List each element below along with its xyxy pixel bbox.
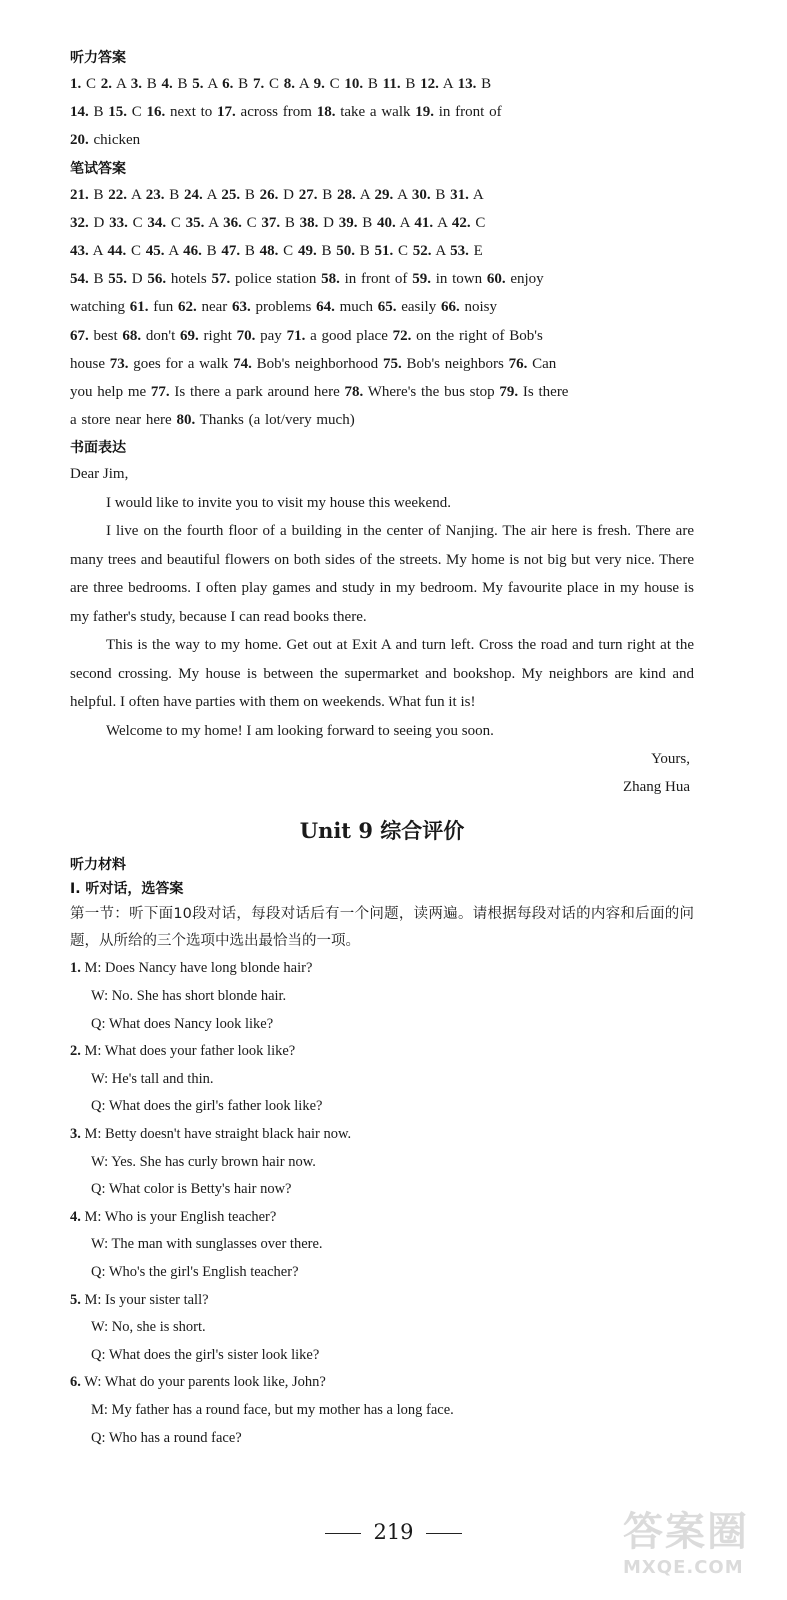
written-answers-line: 67. best 68. don't 69. right 70. pay 71. a good place 72. on the right of Bob's: [70, 327, 543, 344]
dialogue-line: Q: Who's the girl's English teacher?: [91, 1263, 299, 1280]
dialogue-number: 5.: [70, 1291, 81, 1308]
watermark-url: MXQE.COM: [623, 1557, 744, 1578]
page-content: [70, 44, 694, 1452]
watermark: [623, 1500, 773, 1592]
dialogue-line: M: My father has a round face, but my mother has a long face.: [91, 1401, 454, 1418]
dash-left: [325, 1533, 361, 1535]
dialogue-number: 3.: [70, 1126, 81, 1142]
letter-paragraph: This is the way to my home. Get out at Exit A and turn left. Cross the road and turn right at the second crossing. My house is between the supermarket and bookshop. My neighbors are kind and helpful. I often have parties with them on weekends. What fun it is!: [70, 637, 694, 711]
dialogue-number: 2.: [70, 1043, 81, 1060]
dialogue-line: W: The man with sunglasses over there.: [91, 1236, 323, 1253]
dialogue-line: W: Yes. She has curly brown hair now.: [91, 1153, 316, 1170]
dialogue-line: [70, 1121, 694, 1149]
dialogue-line: Q: What does the girl's sister look like?: [91, 1346, 320, 1363]
dialogue-line: [70, 955, 694, 983]
writing-heading: 书面表达: [70, 440, 126, 457]
written-answers-line: you help me 77. Is there a park around here 78. Where's the bus stop 79. Is there: [70, 384, 569, 401]
dialogue-line: [70, 1038, 694, 1066]
written-answers-line: 32. D 33. C 34. C 35. A 36. C 37. B 38. D 39. B 40. A 41. A 42. C: [70, 214, 486, 231]
dialogue-list: [70, 955, 694, 1452]
dialogue-line: Q: What does Nancy look like?: [91, 1015, 274, 1032]
written-answers-heading: 笔试答案: [70, 160, 126, 177]
instructions: 第一节：听下面10段对话，每段对话后有一个问题，读两遍。请根据每段对话的内容和后面的问题，从所给的三个选项中选出最恰当的一项。: [70, 906, 694, 950]
dialogue-line: W: No, she is short.: [91, 1319, 206, 1336]
listening-answers-line: 14. B 15. C 16. next to 17. across from 18. take a walk 19. in front of: [70, 104, 502, 121]
dialogue-number: 4.: [70, 1208, 81, 1225]
dialogue-line: Q: What does the girl's father look like?: [91, 1098, 323, 1115]
dialogue-line: [70, 1369, 694, 1397]
dialogue-text: M: Is your sister tall?: [84, 1291, 209, 1308]
letter-paragraph: I would like to invite you to visit my house this weekend.: [106, 494, 451, 511]
dialogue-text: M: Does Nancy have long blonde hair?: [84, 960, 313, 977]
letter-paragraph: Welcome to my home! I am looking forward to seeing you soon.: [106, 722, 494, 739]
letter-salutation: Dear Jim,: [70, 466, 129, 483]
dash-right: [426, 1533, 462, 1535]
dialogue-text: M: Betty doesn't have straight black hair now.: [84, 1126, 352, 1142]
written-answers-line: a store near here 80. Thanks (a lot/very much): [70, 412, 355, 429]
dialogue-line: [70, 1287, 694, 1315]
written-answers-line: 54. B 55. D 56. hotels 57. police station 58. in front of 59. in town 60. enjoy: [70, 271, 544, 288]
dialogue-number: 6.: [70, 1374, 81, 1391]
written-answers-line: 21. B 22. A 23. B 24. A 25. B 26. D 27. B 28. A 29. A 30. B 31. A: [70, 186, 484, 203]
dialogue-text: W: What do your parents look like, John?: [84, 1374, 326, 1391]
part1-heading: Ⅰ. 听对话，选答案: [70, 881, 184, 898]
dialogue-line: Q: What color is Betty's hair now?: [91, 1181, 292, 1198]
listening-answers-line: 1. C 2. A 3. B 4. B 5. A 6. B 7. C 8. A 9. C 10. B 11. B 12. A 13. B: [70, 76, 492, 92]
dialogue-number: 1.: [70, 960, 81, 977]
listening-materials-heading: 听力材料: [70, 857, 126, 874]
written-answers-line: 43. A 44. C 45. A 46. B 47. B 48. C 49. B 50. B 51. C 52. A 53. E: [70, 243, 483, 260]
listening-answers-heading: 听力答案: [70, 50, 126, 66]
letter-signature: Zhang Hua: [622, 779, 690, 796]
dialogue-text: M: Who is your English teacher?: [84, 1208, 277, 1225]
page-number-text: 219: [373, 1520, 414, 1544]
watermark-logo: 答案圈: [623, 1509, 749, 1555]
dialogue-text: M: What does your father look like?: [84, 1043, 296, 1060]
listening-answers-line: 20. chicken: [70, 132, 141, 149]
written-answers-line: watching 61. fun 62. near 63. problems 64. much 65. easily 66. noisy: [70, 299, 497, 316]
letter-closing: Yours,: [651, 751, 690, 768]
dialogue-line: W: He's tall and thin.: [91, 1070, 214, 1087]
dialogue-line: Q: Who has a round face?: [91, 1429, 242, 1446]
written-answers-line: house 73. goes for a walk 74. Bob's neighborhood 75. Bob's neighbors 76. Can: [70, 355, 557, 372]
letter-paragraph: I live on the fourth floor of a building in the center of Nanjing. The air here is fresh. There are many trees and beautiful flowers on both sides of the streets. My home is not big but very nice. There are three bedrooms. I often play games and study in my bedroom. My favourite place in my house is my father's study, because I can read books there.: [70, 523, 694, 625]
dialogue-line: W: No. She has short blonde hair.: [91, 988, 287, 1005]
unit-title: Unit 9 综合评价: [299, 818, 465, 844]
dialogue-line: [70, 1204, 694, 1232]
